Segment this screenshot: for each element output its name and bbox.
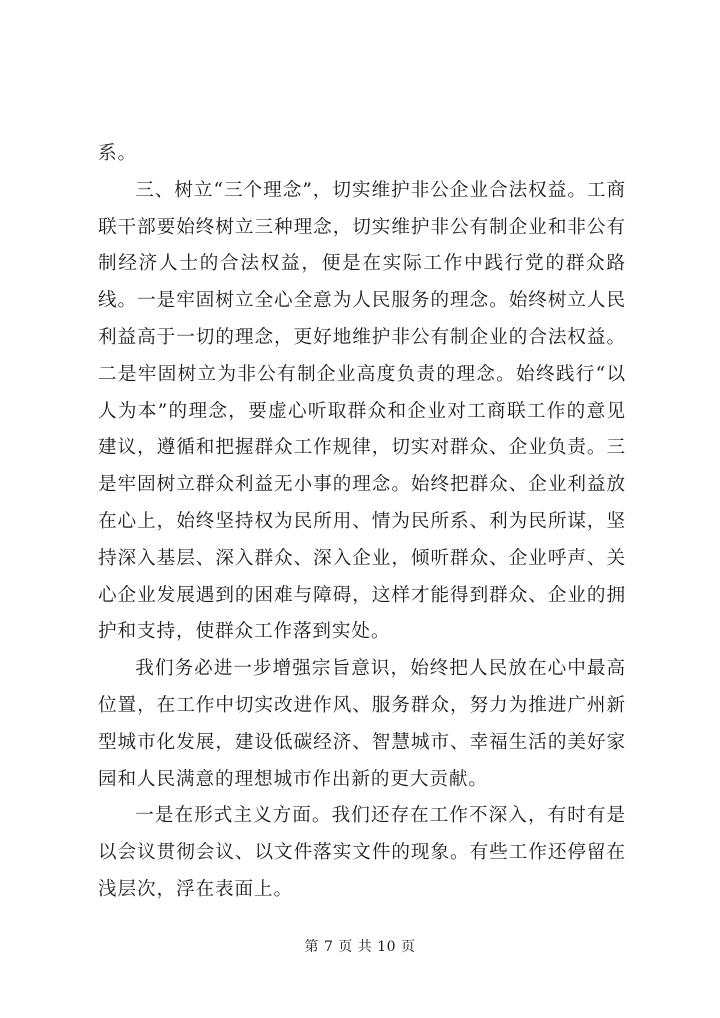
page-number-footer: 第 7 页 共 10 页 xyxy=(304,939,416,955)
paragraph-three-concepts: 三、树立“三个理念”，切实维护非公企业合法权益。工商联干部要始终树立三种理念，切实维护非公有制企业和非公有制经济人士的合法权益，便是在实际工作中践行党的群众路线。一是牢固树立全心全意为人民服务的理念。始终树立人民利益高于一切的理念，更好地维护非公有制企业的合法权益。二是牢固树立为非公有制企业高度负责的理念。始终践行“以人为本”的理念，要虚心听取群众和企业对工商联工作的意见建议，遵循和把握群众工作规律，切实对群众、企业负责。三是牢固树立群众利益无小事的理念。始终把群众、企业利益放在心上，始终坚持权为民所用、情为民所系、利为民所谋，坚持深入基层、深入群众、深入企业，倾听群众、企业呼声、关心企业发展遇到的困难与障碍，这样才能得到群众、企业的拥护和支持，使群众工作落到实处。 xyxy=(98,179,626,643)
paragraph-continuation: 系。 xyxy=(98,143,137,164)
document-body xyxy=(98,136,626,909)
paragraph-purpose-awareness: 我们务必进一步增强宗旨意识，始终把人民放在心中最高位置，在工作中切实改进作风、服务群众，努力为推进广州新型城市化发展，建设低碳经济、智慧城市、幸福生活的美好家园和人民满意的理想城市作出新的更大贡献。 xyxy=(98,658,626,790)
paragraph-formalism: 一是在形式主义方面。我们还存在工作不深入，有时有是以会议贯彻会议、以文件落实文件的现象。有些工作还停留在浅层次，浮在表面上。 xyxy=(98,805,626,900)
